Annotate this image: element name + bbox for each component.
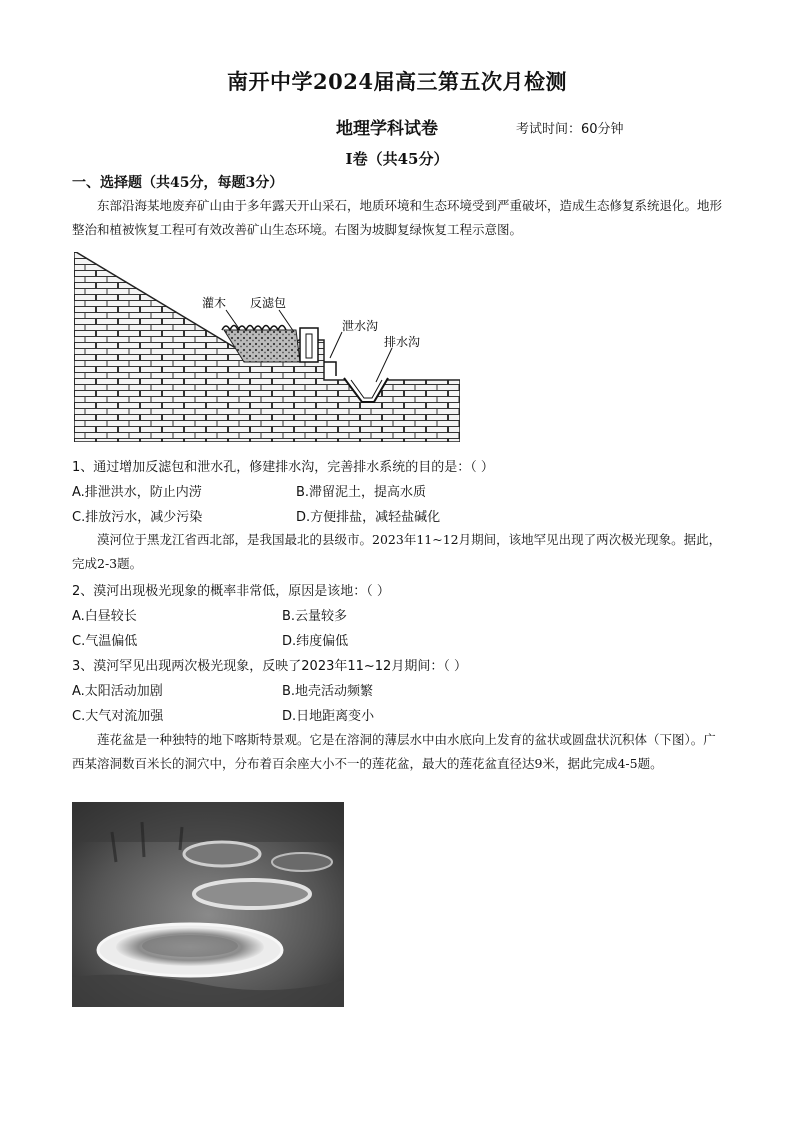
exam-subtitle: 地理学科试卷 (336, 119, 438, 139)
passage-2: 漠河位于黑龙江省西北部，是我国最北的县级市。2023年11~12月期间，该地罕见出现了两次极光现象。据此，完成2-3题。 (72, 532, 722, 571)
exam-time: 考试时间：60分钟 (516, 122, 624, 137)
lotus-basin-photo (72, 802, 344, 1007)
question-2-option-a: A.白昼较长 (72, 609, 137, 624)
question-2-stem: 2、漠河出现极光现象的概率非常低，原因是该地：（ ） (72, 584, 390, 599)
question-1-option-c: C.排放污水，减少污染 (72, 510, 203, 525)
label-shrub: 灌木 (202, 296, 227, 310)
question-1-stem: 1、通过增加反滤包和泄水孔，修建排水沟，完善排水系统的目的是：（ ） (72, 460, 494, 475)
question-3-option-d: D.日地距离变小 (282, 709, 375, 724)
section-heading: 一、选择题（共45分，每题3分） (72, 175, 284, 191)
exam-title: 南开中学2024届高三第五次月检测 (227, 69, 567, 94)
label-drainage-ditch: 排水沟 (384, 335, 421, 349)
question-1-option-b: B.滞留泥土，提高水质 (296, 485, 427, 500)
label-filter-bag: 反滤包 (250, 296, 287, 310)
question-2-option-d: D.纬度偏低 (282, 634, 349, 649)
volume-heading: I卷（共45分） (345, 150, 449, 168)
passage-1: 东部沿海某地废弃矿山由于多年露天开山采石，地质环境和生态环境受到严重破坏，造成生态修复系统退化。地形整治和植被恢复工程可有效改善矿山生态环境。右图为坡脚复绿恢复工程示意图。 (72, 198, 723, 237)
question-3-option-a: A.太阳活动加剧 (72, 684, 163, 699)
question-2-option-b: B.云量较多 (282, 609, 348, 624)
question-3-option-b: B.地壳活动频繁 (282, 684, 374, 699)
question-1-option-a: A.排泄洪水，防止内涝 (72, 485, 202, 500)
question-2-option-c: C.气温偏低 (72, 634, 138, 649)
question-3-stem: 3、漠河罕见出现两次极光现象，反映了2023年11~12月期间：（ ） (72, 659, 467, 674)
slope-restoration-diagram (74, 252, 460, 442)
label-drain-ditch: 泄水沟 (342, 319, 379, 333)
passage-3: 莲花盆是一种独特的地下喀斯特景观。它是在溶洞的薄层水中由水底向上发育的盆状或圆盘状沉积体（下图）。广西某溶洞数百米长的洞穴中，分布着百余座大小不一的莲花盆，最大的莲花盆直径达9米，据此完成4-5题。 (72, 732, 716, 771)
question-3-option-c: C.大气对流加强 (72, 709, 164, 724)
question-1-option-d: D.方便排盐，减轻盐碱化 (296, 510, 441, 525)
